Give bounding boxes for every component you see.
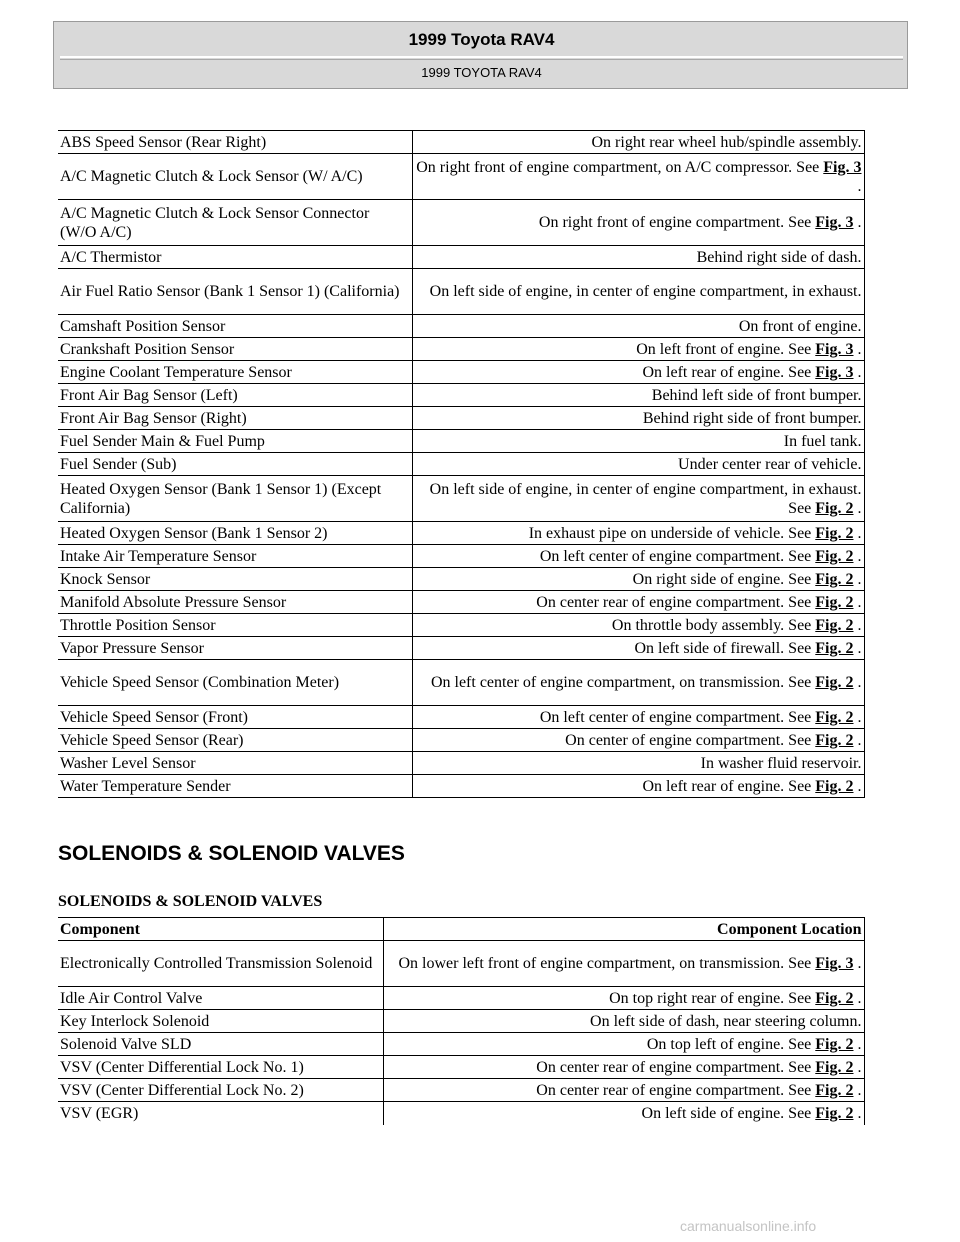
- table-row: [58, 987, 864, 1010]
- component-cell: Camshaft Position Sensor: [58, 315, 412, 338]
- location-cell: On left rear of engine. See Fig. 3 .: [412, 361, 864, 384]
- figure-link[interactable]: Fig. 2: [815, 1104, 854, 1122]
- component-cell: Key Interlock Solenoid: [58, 1010, 383, 1033]
- figure-link[interactable]: Fig. 2: [815, 570, 854, 588]
- figure-link[interactable]: Fig. 2: [815, 524, 854, 542]
- table-row: [58, 384, 864, 407]
- figure-link[interactable]: Fig. 2: [815, 547, 854, 565]
- component-cell: Heated Oxygen Sensor (Bank 1 Sensor 1) (Except California): [58, 476, 412, 522]
- location-cell: On center rear of engine compartment. See Fig. 2 .: [383, 1056, 864, 1079]
- location-text: Behind left side of front bumper.: [651, 386, 862, 404]
- table-row: [58, 407, 864, 430]
- location-text: On right side of engine. See: [632, 570, 812, 588]
- table-row: [58, 545, 864, 568]
- table-row: [58, 591, 864, 614]
- location-text: On top right rear of engine. See: [609, 989, 812, 1007]
- component-cell: VSV (Center Differential Lock No. 2): [58, 1079, 383, 1102]
- header-location: [383, 918, 864, 941]
- component-cell: VSV (EGR): [58, 1102, 383, 1125]
- location-cell: On center rear of engine compartment. See Fig. 2 .: [412, 591, 864, 614]
- location-cell: [383, 1010, 864, 1033]
- table-row: [58, 706, 864, 729]
- table-row: [58, 941, 864, 987]
- location-text: On right front of engine compartment, on A/C compressor. See: [416, 158, 820, 176]
- figure-link[interactable]: Fig. 2: [815, 1081, 854, 1099]
- table-row: [58, 269, 864, 315]
- location-text: On left rear of engine. See: [642, 363, 812, 381]
- location-cell: On left center of engine compartment. See Fig. 2 .: [412, 545, 864, 568]
- table-row: [58, 660, 864, 706]
- table-row: [58, 568, 864, 591]
- component-cell: Water Temperature Sender: [58, 775, 412, 798]
- table-row: [58, 1056, 864, 1079]
- location-text: On left center of engine compartment. See: [539, 547, 812, 565]
- sensors-table: [58, 130, 865, 798]
- location-cell: On center of engine compartment. See Fig. 2 .: [412, 729, 864, 752]
- table-header-row: [58, 918, 864, 941]
- location-cell: [412, 131, 864, 154]
- location-cell: On left center of engine compartment. See Fig. 2 .: [412, 706, 864, 729]
- location-text: On left center of engine compartment, on transmission. See: [430, 674, 812, 691]
- component-cell: ABS Speed Sensor (Rear Right): [58, 131, 412, 154]
- location-text: Under center rear of vehicle.: [678, 455, 862, 473]
- section-heading: SOLENOIDS & SOLENOID VALVES: [58, 842, 405, 865]
- figure-link[interactable]: Fig. 2: [815, 777, 854, 795]
- table-row: [58, 637, 864, 660]
- location-text: On center rear of engine compartment. See: [536, 1081, 812, 1099]
- component-cell: Idle Air Control Valve: [58, 987, 383, 1010]
- location-cell: [412, 430, 864, 453]
- location-cell: On left side of firewall. See Fig. 2 .: [412, 637, 864, 660]
- location-text: On throttle body assembly. See: [611, 616, 812, 634]
- table-row: [58, 775, 864, 798]
- table-row: [58, 315, 864, 338]
- component-cell: Manifold Absolute Pressure Sensor: [58, 591, 412, 614]
- location-cell: On top right rear of engine. See Fig. 2 .: [383, 987, 864, 1010]
- location-text: On lower left front of engine compartment, on transmission. See: [398, 955, 812, 972]
- figure-link[interactable]: Fig. 2: [815, 593, 854, 611]
- component-cell: A/C Thermistor: [58, 246, 412, 269]
- table-row: [58, 1079, 864, 1102]
- location-text: On left front of engine. See: [636, 340, 812, 358]
- location-cell: On right front of engine compartment. See Fig. 3 .: [412, 200, 864, 246]
- location-text: On left rear of engine. See: [642, 777, 812, 795]
- location-cell: On left side of engine. See Fig. 2 .: [383, 1102, 864, 1125]
- table-row: [58, 246, 864, 269]
- component-cell: Heated Oxygen Sensor (Bank 1 Sensor 2): [58, 522, 412, 545]
- table-row: [58, 453, 864, 476]
- component-cell: Fuel Sender Main & Fuel Pump: [58, 430, 412, 453]
- component-cell: Intake Air Temperature Sensor: [58, 545, 412, 568]
- table-caption: SOLENOIDS & SOLENOID VALVES: [58, 893, 323, 910]
- watermark: carmanualsonline.info: [680, 1218, 817, 1234]
- figure-link[interactable]: Fig. 2: [815, 989, 854, 1007]
- component-cell: Air Fuel Ratio Sensor (Bank 1 Sensor 1) (California): [58, 269, 412, 315]
- location-cell: On top left of engine. See Fig. 2 .: [383, 1033, 864, 1056]
- table-row: [58, 522, 864, 545]
- figure-link[interactable]: Fig. 3: [815, 214, 854, 231]
- location-text: On left side of firewall. See: [634, 639, 812, 657]
- location-text: In fuel tank.: [783, 432, 862, 450]
- component-cell: Vehicle Speed Sensor (Front): [58, 706, 412, 729]
- figure-link[interactable]: Fig. 2: [815, 731, 854, 749]
- component-cell: Crankshaft Position Sensor: [58, 338, 412, 361]
- figure-link[interactable]: Fig. 2: [815, 708, 854, 726]
- figure-link[interactable]: Fig. 3: [815, 955, 854, 972]
- figure-link[interactable]: Fig. 2: [815, 639, 854, 657]
- component-cell: Washer Level Sensor: [58, 752, 412, 775]
- component-cell: Electronically Controlled Transmission Solenoid: [58, 941, 383, 987]
- location-cell: [412, 269, 864, 315]
- location-text: On top left of engine. See: [646, 1035, 812, 1053]
- component-cell: Vehicle Speed Sensor (Rear): [58, 729, 412, 752]
- table-row: [58, 338, 864, 361]
- component-cell: Engine Coolant Temperature Sensor: [58, 361, 412, 384]
- location-text: Behind right side of dash.: [696, 248, 862, 266]
- location-cell: [412, 453, 864, 476]
- location-text: On center rear of engine compartment. See: [536, 1058, 812, 1076]
- location-cell: On left side of engine, in center of engine compartment, in exhaust. See Fig. 2 .: [412, 476, 864, 522]
- table-row: [58, 430, 864, 453]
- location-text: On right front of engine compartment. See: [538, 214, 812, 231]
- component-cell: Front Air Bag Sensor (Left): [58, 384, 412, 407]
- table-row: [58, 200, 864, 246]
- document-title: 1999 Toyota RAV4: [60, 26, 903, 58]
- location-cell: On left center of engine compartment, on transmission. See Fig. 2 .: [412, 660, 864, 706]
- component-cell: Throttle Position Sensor: [58, 614, 412, 637]
- location-cell: [412, 752, 864, 775]
- location-cell: [412, 315, 864, 338]
- location-cell: On throttle body assembly. See Fig. 2 .: [412, 614, 864, 637]
- table-row: [58, 614, 864, 637]
- table-row: [58, 476, 864, 522]
- component-cell: A/C Magnetic Clutch & Lock Sensor (W/ A/C): [58, 154, 412, 200]
- component-cell: Vehicle Speed Sensor (Combination Meter): [58, 660, 412, 706]
- location-text: On left center of engine compartment. See: [539, 708, 812, 726]
- component-cell: Fuel Sender (Sub): [58, 453, 412, 476]
- figure-link[interactable]: Fig. 3: [815, 363, 854, 381]
- component-cell: Vapor Pressure Sensor: [58, 637, 412, 660]
- location-cell: On left front of engine. See Fig. 3 .: [412, 338, 864, 361]
- table-row: [58, 1033, 864, 1056]
- component-cell: Front Air Bag Sensor (Right): [58, 407, 412, 430]
- location-cell: [412, 246, 864, 269]
- figure-link[interactable]: Fig. 2: [815, 499, 854, 517]
- location-text: On center of engine compartment. See: [565, 731, 812, 749]
- location-cell: [412, 407, 864, 430]
- component-cell: VSV (Center Differential Lock No. 1): [58, 1056, 383, 1079]
- location-text: Component Location: [717, 920, 862, 938]
- document-subtitle: 1999 TOYOTA RAV4: [60, 59, 903, 86]
- figure-link[interactable]: Fig. 3: [815, 340, 854, 358]
- component-cell: Solenoid Valve SLD: [58, 1033, 383, 1056]
- component-cell: A/C Magnetic Clutch & Lock Sensor Connector (W/O A/C): [58, 200, 412, 246]
- figure-link[interactable]: Fig. 2: [815, 1058, 854, 1076]
- location-text: On front of engine.: [738, 317, 862, 335]
- table-row: [58, 131, 864, 154]
- table-row: [58, 1010, 864, 1033]
- table-row: [58, 154, 864, 200]
- figure-link[interactable]: Fig. 2: [815, 674, 854, 691]
- location-text: On left side of engine, in center of engine compartment, in exhaust.: [429, 283, 862, 300]
- header-component: Component: [58, 918, 383, 941]
- figure-link[interactable]: Fig. 3: [823, 158, 862, 176]
- location-cell: On left rear of engine. See Fig. 2 .: [412, 775, 864, 798]
- location-text: In exhaust pipe on underside of vehicle. See: [528, 524, 812, 542]
- location-cell: On lower left front of engine compartment, on transmission. See Fig. 3 .: [383, 941, 864, 987]
- table-row: [58, 361, 864, 384]
- location-text: On left side of engine, in center of engine compartment, in exhaust. See: [429, 480, 862, 517]
- table-row: [58, 752, 864, 775]
- location-cell: On right side of engine. See Fig. 2 .: [412, 568, 864, 591]
- location-cell: On center rear of engine compartment. See Fig. 2 .: [383, 1079, 864, 1102]
- location-text: On left side of engine. See: [641, 1104, 812, 1122]
- table-row: [58, 729, 864, 752]
- location-text: On right rear wheel hub/spindle assembly.: [591, 133, 862, 151]
- figure-link[interactable]: Fig. 2: [815, 1035, 854, 1053]
- table-row: [58, 1102, 864, 1125]
- location-text: On left side of dash, near steering column.: [590, 1012, 862, 1030]
- component-cell: Knock Sensor: [58, 568, 412, 591]
- location-text: On center rear of engine compartment. See: [536, 593, 812, 611]
- location-text: Behind right side of front bumper.: [642, 409, 862, 427]
- location-cell: On right front of engine compartment, on A/C compressor. See Fig. 3 .: [412, 154, 864, 200]
- figure-link[interactable]: Fig. 2: [815, 616, 854, 634]
- location-cell: [412, 384, 864, 407]
- solenoids-table: [58, 917, 865, 1125]
- location-text: In washer fluid reservoir.: [700, 754, 862, 772]
- location-cell: In exhaust pipe on underside of vehicle. See Fig. 2 .: [412, 522, 864, 545]
